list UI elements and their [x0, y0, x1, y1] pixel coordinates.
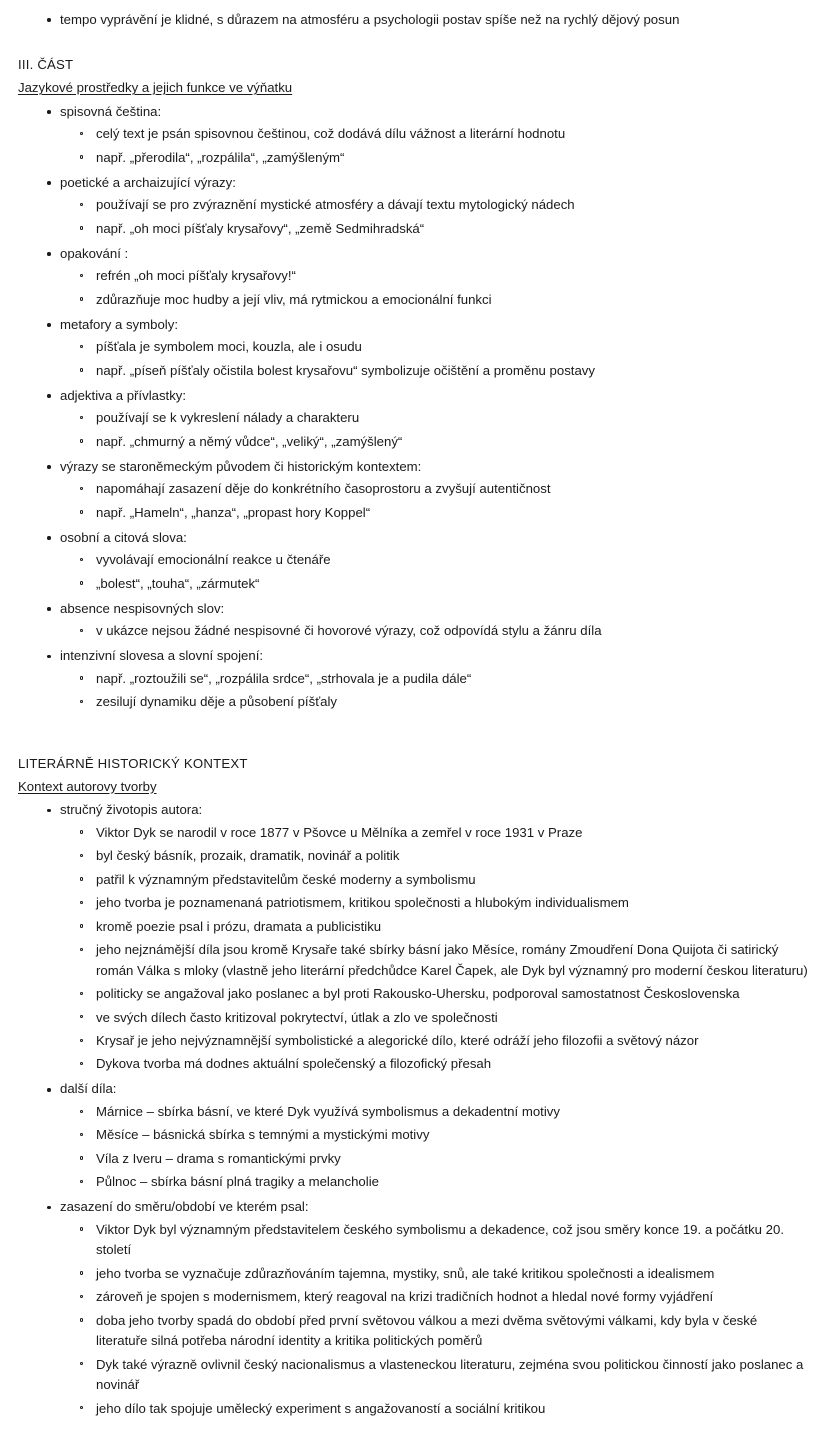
part-heading: III. ČÁST [18, 57, 74, 73]
sub-list-item: zesilují dynamiku děje a působení píšťaly [74, 691, 810, 714]
language-means-list [18, 100, 810, 715]
list-item-label: absence nespisovných slov: [60, 600, 225, 616]
list-item-label: poetické a archaizující výrazy: [60, 174, 236, 190]
sub-list-item: jeho tvorba je poznamenaná patriotismem, kritikou společnosti a hlubokým individualismem [74, 892, 810, 915]
list-item-label: metafory a symboly: [60, 316, 178, 332]
sub-list-item: refrén „oh moci píšťaly krysařovy!“ [74, 265, 810, 288]
list-item [18, 313, 810, 384]
sub-list-item: Víla z Iveru – drama s romantickými prvky [74, 1147, 810, 1170]
sub-list [74, 1101, 810, 1195]
list-item [18, 799, 810, 1078]
list-item [18, 100, 810, 171]
sub-list-item: Dykova tvorba má dodnes aktuální společenský a filozofický přesah [74, 1053, 810, 1076]
sub-list-item: zdůrazňuje moc hudby a její vliv, má rytmickou a emocionální funkci [74, 288, 810, 311]
sub-list-item: napomáhají zasazení děje do konkrétního časoprostoru a zvyšují autentičnost [74, 478, 810, 501]
context-groups-list [18, 799, 810, 1422]
list-item-label: intenzivní slovesa a slovní spojení: [60, 648, 264, 664]
sub-list-item: jeho nejznámější díla jsou kromě Krysaře také sbírky básní jako Měsíce, romány Zmoudření Dona Quijota či satirický román Válka s mloky (vlastně jeho literární předchůdce Karel Čapek, ale Dyk byl významný pro moderní českou literaturu) [74, 939, 810, 983]
list-item: tempo vyprávění je klidné, s důrazem na atmosféru a psychologii postav spíše než na rychlý dějový posun [18, 8, 810, 31]
sub-list [74, 1218, 810, 1420]
sub-list-item: doba jeho tvorby spadá do období před první světovou válkou a mezi dvěma světovými válkami, kdy byla v české literatuře silná potřeba národní identity a kritika politických poměrů [74, 1309, 810, 1353]
sub-list-item: kromě poezie psal i prózu, dramata a publicistiku [74, 915, 810, 938]
list-item [18, 455, 810, 526]
sub-list-item: vyvolávají emocionální reakce u čtenáře [74, 549, 810, 572]
list-item [18, 645, 810, 716]
sub-list [74, 336, 810, 383]
sub-list-item: Krysař je jeho nejvýznamnější symbolistické a alegorické dílo, které odráží jeho filozofii a světový názor [74, 1030, 810, 1053]
sub-list-item: používají se k vykreslení nálady a charakteru [74, 407, 810, 430]
list-item-label: výrazy se staroněmeckým původem či historickým kontextem: [60, 458, 422, 474]
sub-list-item: zároveň je spojen s modernismem, který reagoval na krizi tradičních hodnot a hledal nové formy vyjádření [74, 1286, 810, 1309]
list-item [18, 384, 810, 455]
sub-list [74, 821, 810, 1076]
sub-list-item: jeho dílo tak spojuje umělecký experiment s angažovaností a sociální kritikou [74, 1397, 810, 1420]
sub-list-item: např. „píseň píšťaly očistila bolest krysařovu“ symbolizuje očištění a proměnu postavy [74, 359, 810, 382]
sub-list [74, 123, 810, 170]
sub-list [74, 549, 810, 596]
spacer [18, 716, 810, 736]
sub-list-item: píšťala je symbolem moci, kouzla, ale i osudu [74, 336, 810, 359]
context-subheading: Kontext autorovy tvorby [18, 778, 157, 794]
intro-list [18, 8, 810, 31]
list-item-label: stručný životopis autora: [60, 802, 203, 818]
list-item [18, 1078, 810, 1196]
list-item [18, 242, 810, 313]
list-item-label: adjektiva a přívlastky: [60, 387, 187, 403]
sub-list [74, 667, 810, 714]
sub-list-item: v ukázce nejsou žádné nespisovné či hovorové výrazy, což odpovídá stylu a žánru díla [74, 620, 810, 643]
spacer [18, 31, 810, 37]
sub-list [74, 620, 810, 643]
context-heading: LITERÁRNĚ HISTORICKÝ KONTEXT [18, 755, 248, 771]
sub-list-item: používají se pro zvýraznění mystické atmosféry a dávají textu mytologický nádech [74, 194, 810, 217]
list-item-label: další díla: [60, 1081, 117, 1097]
sub-list-item: např. „chmurný a němý vůdce“, „veliký“, „zamýšlený“ [74, 430, 810, 453]
list-item-label: opakování : [60, 245, 129, 261]
sub-list-item: jeho tvorba se vyznačuje zdůrazňováním tajemna, mystiky, snů, ale také kritikou společnosti a idealismem [74, 1262, 810, 1285]
sub-list-item: Viktor Dyk byl významným představitelem českého symbolismu a dekadence, což jsou směry konce 19. a počátku 20. století [74, 1218, 810, 1262]
sub-list [74, 194, 810, 241]
sub-list-item: např. „roztoužili se“, „rozpálila srdce“, „strhovala je a pudila dále“ [74, 667, 810, 690]
section-heading: Jazykové prostředky a jejich funkce ve výňatku [18, 80, 293, 96]
sub-list [74, 407, 810, 454]
list-item [18, 526, 810, 597]
list-item-label: osobní a citová slova: [60, 529, 187, 545]
list-item [18, 597, 810, 645]
sub-list [74, 478, 810, 525]
sub-list-item: např. „oh moci píšťaly krysařovy“, „země Sedmihradská“ [74, 217, 810, 240]
sub-list-item: Dyk také výrazně ovlivnil český nacionalismus a vlasteneckou literaturu, zejména svou politickou činností jako poslanec a novinář [74, 1353, 810, 1397]
sub-list-item: Půlnoc – sbírka básní plná tragiky a melancholie [74, 1171, 810, 1194]
sub-list-item: Márnice – sbírka básní, ve které Dyk využívá symbolismus a dekadentní motivy [74, 1101, 810, 1124]
sub-list-item: ve svých dílech často kritizoval pokrytectví, útlak a zlo ve společnosti [74, 1006, 810, 1029]
sub-list-item: celý text je psán spisovnou češtinou, což dodává dílu vážnost a literární hodnotu [74, 123, 810, 146]
sub-list-item: Měsíce – básnická sbírka s temnými a mystickými motivy [74, 1124, 810, 1147]
sub-list-item: např. „přerodila“, „rozpálila“, „zamýšleným“ [74, 146, 810, 169]
list-item-label: spisovná čeština: [60, 103, 162, 119]
sub-list-item: Viktor Dyk se narodil v roce 1877 v Pšovce u Mělníka a zemřel v roce 1931 v Praze [74, 821, 810, 844]
list-item-label: zasazení do směru/období ve kterém psal: [60, 1199, 309, 1215]
sub-list [74, 265, 810, 312]
sub-list-item: „bolest“, „touha“, „zármutek“ [74, 572, 810, 595]
list-item [18, 1196, 810, 1422]
sub-list-item: např. „Hameln“, „hanza“, „propast hory Koppel“ [74, 501, 810, 524]
sub-list-item: politicky se angažoval jako poslanec a byl proti Rakousko-Uhersku, podporoval samostatnost Československa [74, 983, 810, 1006]
sub-list-item: byl český básník, prozaik, dramatik, novinář a politik [74, 845, 810, 868]
list-item [18, 171, 810, 242]
sub-list-item: patřil k významným představitelům české moderny a symbolismu [74, 868, 810, 891]
